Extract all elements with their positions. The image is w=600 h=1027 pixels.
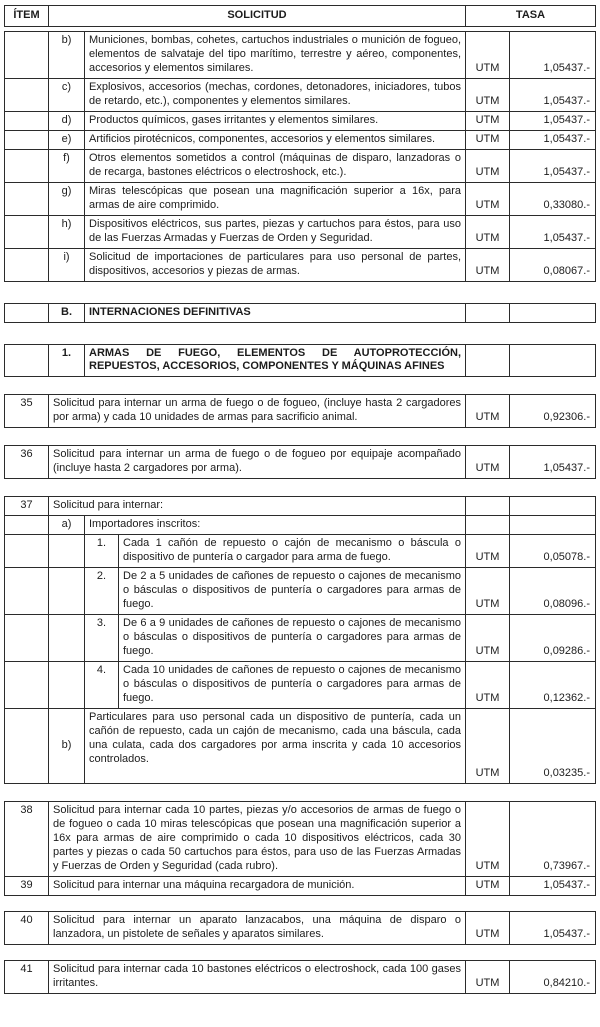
solicitud-cell: Particulares para uso personal cada un dispositivo de puntería, cada un cañón de repuesto, cada un cajón de mecanismo, cada una báscula, cada una culata, cada dos cargadores por arma inscrita y cada 10 accesorios controlados. (85, 708, 466, 783)
letter-cell: h) (49, 215, 85, 248)
sub-number-cell: 1. (85, 535, 119, 568)
table-row-b (5, 32, 596, 79)
solicitud-cell: Solicitud para internar una máquina recargadora de munición. (49, 876, 466, 895)
letter-cell: i) (49, 248, 85, 281)
item-number-cell: 41 (5, 960, 49, 993)
solicitud-cell: Dispositivos eléctricos, sus partes, piezas y cartuchos para éstos, para uso de las Fuerzas Armadas y Fuerzas de Orden y Seguridad. (85, 215, 466, 248)
letter-cell (49, 662, 85, 709)
item-cell (5, 568, 49, 615)
solicitud-cell: Artificios pirotécnicos, componentes, accesorios y elementos similares. (85, 130, 466, 149)
table-subsection-1-heading (4, 344, 596, 378)
value-cell: 0,12362.- (510, 662, 596, 709)
sub-number-cell: 3. (85, 615, 119, 662)
value-cell: 0,08096.- (510, 568, 596, 615)
solicitud-cell: De 6 a 9 unidades de cañones de repuesto o cajones de mecanismo o básculas o dispositivos de puntería o cargadores para armas de fuego. (119, 615, 466, 662)
row-37-a (5, 516, 596, 535)
value-cell: 1,05437.- (510, 911, 596, 944)
table-row (5, 911, 596, 944)
table-row-39 (5, 876, 596, 895)
utm-cell: UTM (466, 78, 510, 111)
item-cell (5, 248, 49, 281)
table-row-35 (4, 394, 596, 428)
column-header-item: ÍTEM (5, 6, 49, 27)
value-cell: 1,05437.- (510, 446, 596, 479)
row-37-a-sub-2 (5, 568, 596, 615)
item-cell (5, 149, 49, 182)
table-row (5, 960, 596, 993)
item-cell (5, 111, 49, 130)
table-row-h (5, 215, 596, 248)
utm-cell: UTM (466, 960, 510, 993)
table-row (5, 395, 596, 428)
solicitud-cell: Solicitud para internar cada 10 bastones eléctricos o electroshock, cada 100 gases irritantes. (49, 960, 466, 993)
utm-cell: UTM (466, 130, 510, 149)
value-cell: 0,33080.- (510, 182, 596, 215)
value-cell (510, 516, 596, 535)
letter-cell (49, 615, 85, 662)
solicitud-cell: Cada 1 cañón de repuesto o cajón de mecanismo o báscula o dispositivo de puntería o cargador para arma de fuego. (119, 535, 466, 568)
letter-cell (49, 568, 85, 615)
sub-number-cell: 2. (85, 568, 119, 615)
table-row (5, 446, 596, 479)
table-row-e (5, 130, 596, 149)
utm-cell: UTM (466, 395, 510, 428)
table-row-g (5, 182, 596, 215)
item-number-cell: 39 (5, 876, 49, 895)
row-37-a-sub-3 (5, 615, 596, 662)
solicitud-cell: Explosivos, accesorios (mechas, cordones, detonadores, iniciadores, tubos de retardo, etc.), componentes y elementos similares. (85, 78, 466, 111)
solicitud-cell: De 2 a 5 unidades de cañones de repuesto o cajones de mecanismo o básculas o dispositivos de puntería o cargadores para armas de fuego. (119, 568, 466, 615)
utm-cell (466, 516, 510, 535)
value-cell: 0,08067.- (510, 248, 596, 281)
letter-cell: f) (49, 149, 85, 182)
section-letter-cell: B. (49, 303, 85, 322)
value-cell (510, 344, 596, 377)
header-row (5, 6, 596, 27)
solicitud-cell: Solicitud para internar un arma de fuego o de fogueo, (incluye hasta 2 cargadores por arma) y cada 10 unidades de armas para sacrificio animal. (49, 395, 466, 428)
value-cell: 1,05437.- (510, 215, 596, 248)
item-number-cell: 36 (5, 446, 49, 479)
row-37-b (5, 708, 596, 783)
row-37-a-sub-4 (5, 662, 596, 709)
utm-cell: UTM (466, 248, 510, 281)
table-row-38 (5, 801, 596, 876)
item-cell (5, 32, 49, 79)
value-cell: 0,03235.- (510, 708, 596, 783)
table-row-d (5, 111, 596, 130)
item-number-cell: 40 (5, 911, 49, 944)
solicitud-cell: Solicitud para internar un aparato lanzacabos, una máquina de disparo o lanzadora, un pistolete de señales y aparatos similares. (49, 911, 466, 944)
letter-cell: b) (49, 708, 85, 783)
letter-cell: e) (49, 130, 85, 149)
table-row-i (5, 248, 596, 281)
value-cell: 1,05437.- (510, 78, 596, 111)
table-column-header (4, 5, 596, 27)
solicitud-cell: Solicitud para internar cada 10 partes, piezas y/o accesorios de armas de fuego o de fogueo o cada 10 miras telescópicas que posean una magnificación superior a 16x para armas de aire comprimido o cada 10 dispositivos eléctricos, cada 30 partes y piezas o cada 50 cartuchos para éstos, para uso de las Fuerzas Armadas y Fuerzas de Orden y Seguridad (cada rubro). (49, 801, 466, 876)
value-cell: 1,05437.- (510, 111, 596, 130)
letter-cell: b) (49, 32, 85, 79)
value-cell (510, 497, 596, 516)
table-row-36 (4, 445, 596, 479)
utm-cell: UTM (466, 801, 510, 876)
utm-cell: UTM (466, 182, 510, 215)
letter-cell: a) (49, 516, 85, 535)
letter-cell: d) (49, 111, 85, 130)
utm-cell: UTM (466, 876, 510, 895)
item-cell (5, 130, 49, 149)
solicitud-cell: Municiones, bombas, cohetes, cartuchos industriales o munición de fogueo, elementos de salvataje del tipo marítimo, terrestre y aéreo, componentes, accesorios y elementos similares. (85, 32, 466, 79)
section-title-cell: INTERNACIONES DEFINITIVAS (85, 303, 466, 322)
utm-cell: UTM (466, 662, 510, 709)
item-cell (5, 78, 49, 111)
utm-cell: UTM (466, 708, 510, 783)
utm-cell: UTM (466, 446, 510, 479)
section-b-row (5, 303, 596, 322)
utm-cell: UTM (466, 215, 510, 248)
item-cell (5, 516, 49, 535)
solicitud-cell: Solicitud para internar un arma de fuego o de fogueo por equipaje acompañado (incluye hasta 2 cargadores por arma). (49, 446, 466, 479)
utm-cell: UTM (466, 568, 510, 615)
table-row-41 (4, 960, 596, 994)
item-cell (5, 535, 49, 568)
row-37-main (5, 497, 596, 516)
value-cell (510, 303, 596, 322)
item-number-cell: 38 (5, 801, 49, 876)
solicitud-cell: Solicitud para internar: (49, 497, 466, 516)
item-cell (5, 662, 49, 709)
value-cell: 0,09286.- (510, 615, 596, 662)
value-cell: 0,05078.- (510, 535, 596, 568)
value-cell: 0,84210.- (510, 960, 596, 993)
letter-cell: g) (49, 182, 85, 215)
utm-cell (466, 497, 510, 516)
table-section-a (4, 31, 596, 282)
letter-cell: c) (49, 78, 85, 111)
table-section-b-heading (4, 303, 596, 323)
item-cell (5, 615, 49, 662)
table-row-f (5, 149, 596, 182)
solicitud-cell: Miras telescópicas que posean una magnificación superior a 16x, para armas de aire comprimido. (85, 182, 466, 215)
item-number-cell: 37 (5, 497, 49, 516)
solicitud-cell: Cada 10 unidades de cañones de repuesto o cajones de mecanismo o básculas o dispositivos de puntería o cargadores para armas de fuego. (119, 662, 466, 709)
utm-cell: UTM (466, 32, 510, 79)
utm-cell: UTM (466, 111, 510, 130)
utm-cell (466, 344, 510, 377)
value-cell: 1,05437.- (510, 876, 596, 895)
solicitud-cell: Productos químicos, gases irritantes y elementos similares. (85, 111, 466, 130)
sub-number-cell: 4. (85, 662, 119, 709)
solicitud-cell: Solicitud de importaciones de particulares para uso personal de partes, dispositivos, accesorios y piezas de armas. (85, 248, 466, 281)
utm-cell: UTM (466, 535, 510, 568)
item-number-cell: 35 (5, 395, 49, 428)
item-cell (5, 344, 49, 377)
column-header-tasa: TASA (465, 6, 595, 27)
value-cell: 1,05437.- (510, 130, 596, 149)
solicitud-cell: Otros elementos sometidos a control (máquinas de disparo, lanzadoras o de recarga, bastones eléctricos o electroshock, etc.). (85, 149, 466, 182)
utm-cell (466, 303, 510, 322)
table-row-c (5, 78, 596, 111)
section-number-cell: 1. (49, 344, 85, 377)
value-cell: 1,05437.- (510, 149, 596, 182)
section-title-cell: ARMAS DE FUEGO, ELEMENTOS DE AUTOPROTECCIÓN, REPUESTOS, ACCESORIOS, COMPONENTES Y MÁQUINAS AFINES (85, 344, 466, 377)
utm-cell: UTM (466, 911, 510, 944)
solicitud-cell: Importadores inscritos: (85, 516, 466, 535)
item-cell (5, 182, 49, 215)
subsection-1-row (5, 344, 596, 377)
value-cell: 1,05437.- (510, 32, 596, 79)
value-cell: 0,73967.- (510, 801, 596, 876)
letter-cell (49, 535, 85, 568)
item-cell (5, 215, 49, 248)
table-row-40 (4, 911, 596, 945)
table-row-37-block (4, 496, 596, 784)
utm-cell: UTM (466, 615, 510, 662)
item-cell (5, 708, 49, 783)
item-cell (5, 303, 49, 322)
table-rows-38-39 (4, 801, 596, 896)
utm-cell: UTM (466, 149, 510, 182)
row-37-a-sub-1 (5, 535, 596, 568)
value-cell: 0,92306.- (510, 395, 596, 428)
column-header-solicitud: SOLICITUD (49, 6, 466, 27)
